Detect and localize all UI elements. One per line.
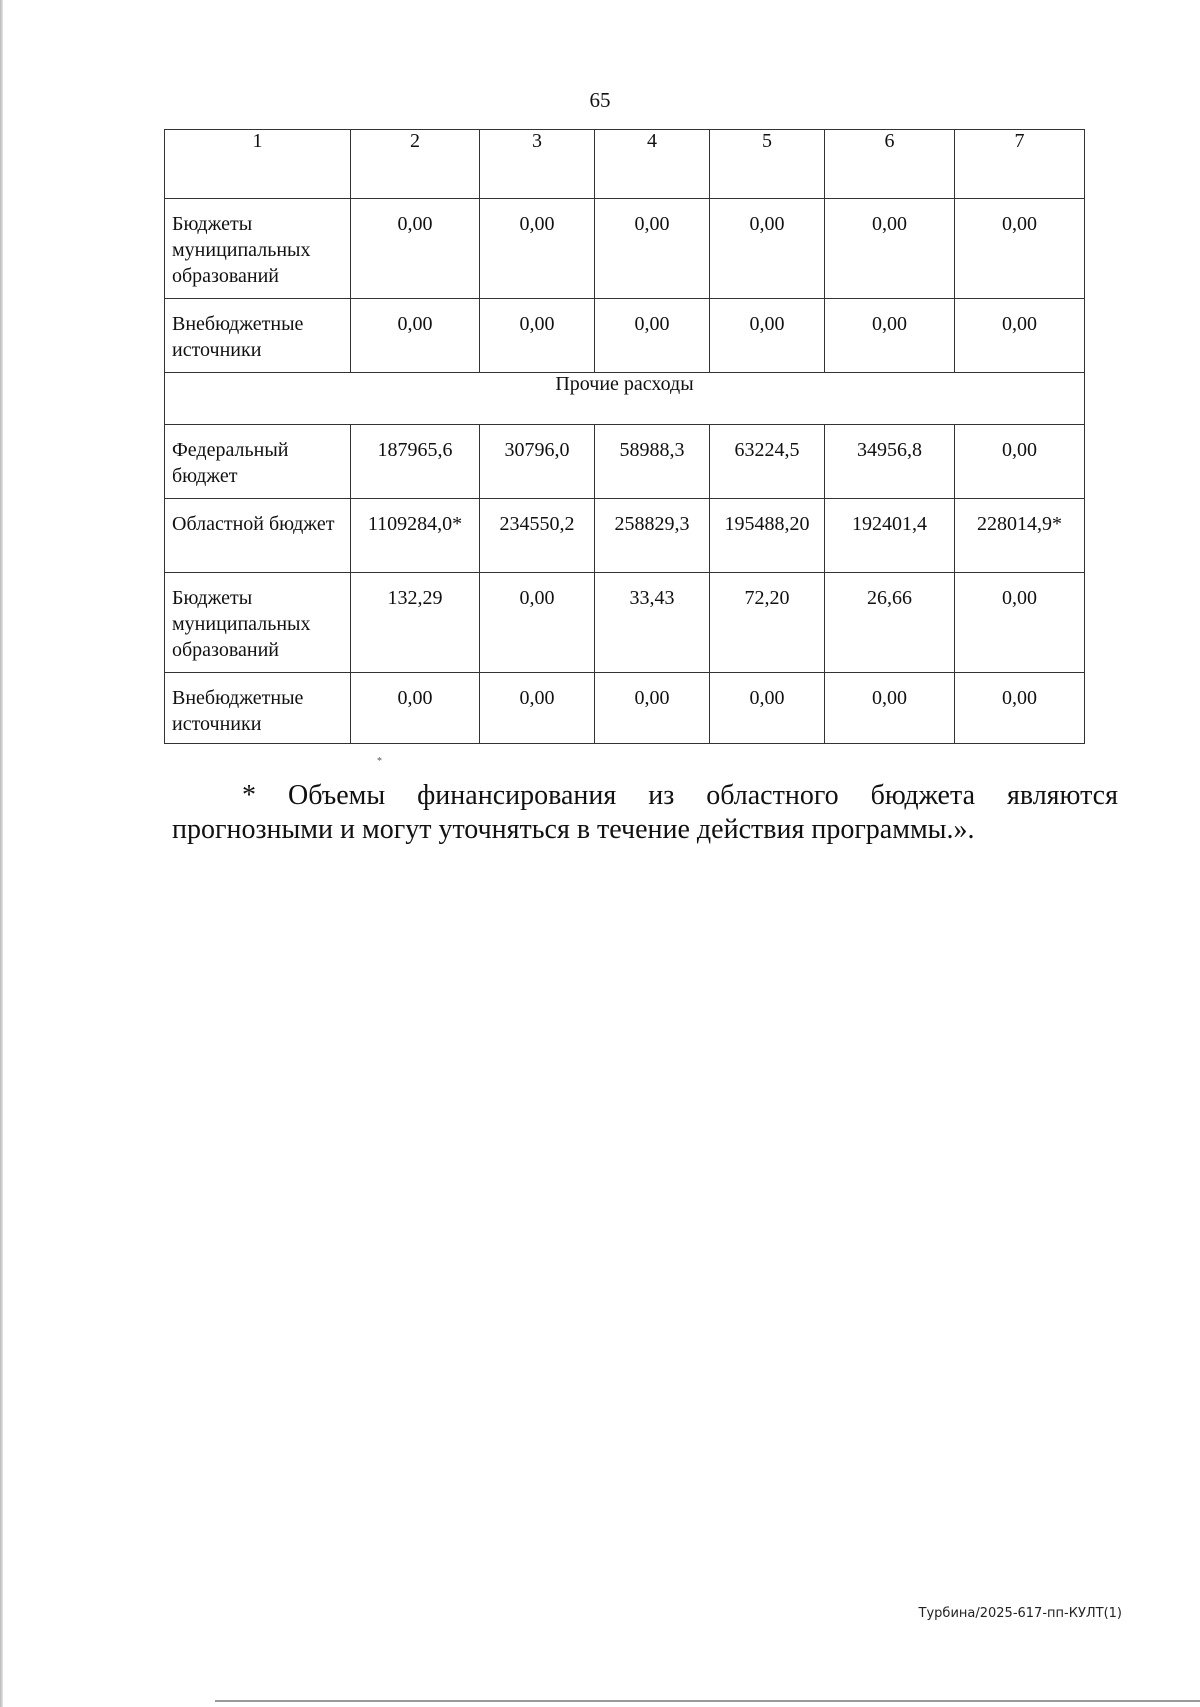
table-cell: 187965,6	[351, 425, 480, 499]
row-label: Внебюджетные источники	[165, 673, 351, 744]
header-cell: 4	[595, 130, 710, 199]
table-cell: 34956,8	[825, 425, 955, 499]
table-cell: 0,00	[595, 199, 710, 299]
table-cell: 0,00	[480, 299, 595, 373]
table-cell: 0,00	[710, 673, 825, 744]
table-cell: 0,00	[351, 299, 480, 373]
table-cell: 0,00	[480, 573, 595, 673]
table-cell: 0,00	[710, 299, 825, 373]
scan-edge	[0, 0, 3, 1707]
header-cell: 2	[351, 130, 480, 199]
table-cell: 0,00	[955, 673, 1085, 744]
row-label: Бюджеты муниципальных образований	[165, 573, 351, 673]
table-cell: 0,00	[595, 299, 710, 373]
table-cell: 72,20	[710, 573, 825, 673]
table-cell: 0,00	[595, 673, 710, 744]
table-row	[165, 425, 1085, 499]
table-cell: 0,00	[480, 673, 595, 744]
section-header-row	[165, 373, 1085, 425]
table-cell: 192401,4	[825, 499, 955, 573]
table-row	[165, 499, 1085, 573]
scan-bottom-line	[215, 1700, 1200, 1702]
table-cell: 0,00	[825, 673, 955, 744]
table-cell: 258829,3	[595, 499, 710, 573]
header-cell: 6	[825, 130, 955, 199]
section-title: Прочие расходы	[165, 373, 1085, 425]
table-cell: 58988,3	[595, 425, 710, 499]
table-cell: 0,00	[825, 299, 955, 373]
table-cell: 132,29	[351, 573, 480, 673]
table-cell: 0,00	[480, 199, 595, 299]
table-header-row	[165, 130, 1085, 199]
table-cell: 0,00	[351, 199, 480, 299]
table-cell: 0,00	[710, 199, 825, 299]
table-row	[165, 199, 1085, 299]
table-cell: 0,00	[955, 573, 1085, 673]
row-label: Областной бюджет	[165, 499, 351, 573]
header-cell: 1	[165, 130, 351, 199]
stray-asterisk-mark: *	[377, 756, 382, 767]
table-row	[165, 673, 1085, 744]
table-cell: 234550,2	[480, 499, 595, 573]
table-cell: 0,00	[955, 425, 1085, 499]
header-cell: 7	[955, 130, 1085, 199]
table-cell: 26,66	[825, 573, 955, 673]
table-cell: 195488,20	[710, 499, 825, 573]
table-cell: 0,00	[351, 673, 480, 744]
header-cell: 5	[710, 130, 825, 199]
row-label: Федеральный бюджет	[165, 425, 351, 499]
table-row	[165, 299, 1085, 373]
table-cell: 0,00	[825, 199, 955, 299]
financing-table	[164, 129, 1085, 744]
table-cell: 0,00	[955, 199, 1085, 299]
footnote-text: * Объемы финансирования из областного бюджета являются прогнозными и могут уточняться в течение действия программы.».	[172, 780, 1118, 845]
row-label: Внебюджетные источники	[165, 299, 351, 373]
page-number: 65	[589, 88, 611, 112]
table-cell: 1109284,0*	[351, 499, 480, 573]
table-cell: 228014,9*	[955, 499, 1085, 573]
table-row	[165, 573, 1085, 673]
table-cell: 0,00	[955, 299, 1085, 373]
document-id: Турбина/2025-617-пп-КУЛТ(1)	[918, 1606, 1122, 1621]
table-cell: 63224,5	[710, 425, 825, 499]
table-cell: 30796,0	[480, 425, 595, 499]
header-cell: 3	[480, 130, 595, 199]
row-label: Бюджеты муниципальных образований	[165, 199, 351, 299]
table-cell: 33,43	[595, 573, 710, 673]
